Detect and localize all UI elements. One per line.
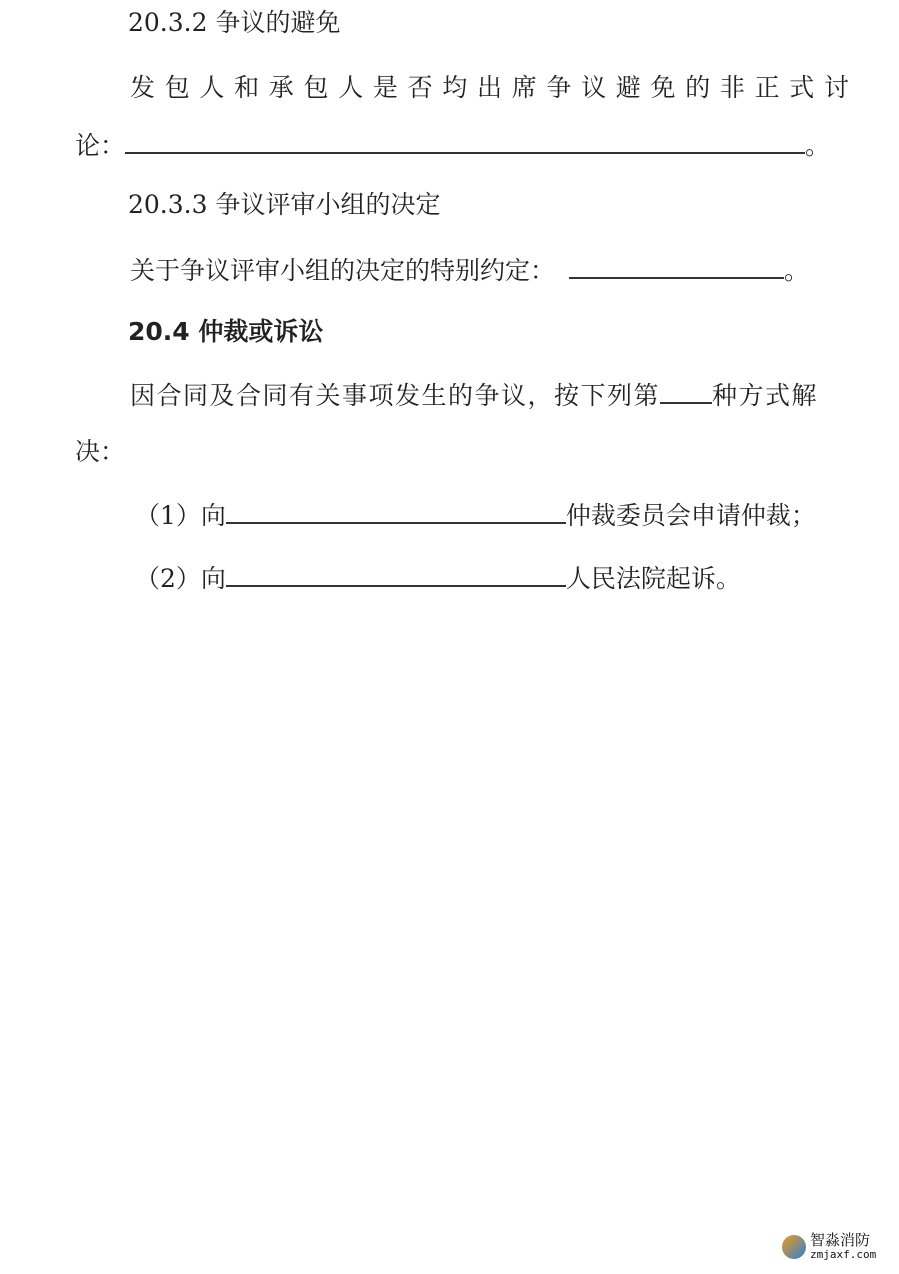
logo-icon: [782, 1235, 806, 1259]
period: 。: [805, 131, 831, 160]
label-text: 仲裁委员会申请仲裁；: [565, 501, 816, 530]
label-text: 种方式解: [712, 381, 819, 410]
paragraph-line: [130, 380, 818, 411]
paragraph-line: [130, 255, 809, 286]
label-text: 关于争议评审小组的决定的特别约定：: [130, 256, 556, 285]
paragraph-line: [75, 130, 830, 161]
paragraph-text: 决：: [75, 437, 126, 466]
section-heading-20-4: 20.4 仲裁或诉讼: [128, 317, 324, 346]
label-text: 论：: [75, 131, 126, 160]
section-heading-20-3-3: 20.3.3 争议评审小组的决定: [128, 190, 441, 219]
section-heading-20-3-2: 20.3.2 争议的避免: [128, 8, 341, 37]
paragraph-text: 发包人和承包人是否均出席争议避免的非正式讨: [130, 73, 859, 102]
option-1: [135, 500, 816, 531]
fill-blank[interactable]: [660, 380, 712, 404]
fill-blank[interactable]: [226, 563, 566, 587]
watermark-name: 智淼消防: [810, 1231, 871, 1249]
fill-blank[interactable]: [125, 130, 805, 154]
watermark-url: zmjaxf.com: [810, 1248, 877, 1261]
label-text: （1）向: [135, 501, 226, 530]
label-text: 人民法院起诉。: [565, 564, 741, 593]
fill-blank[interactable]: [226, 500, 566, 524]
fill-blank[interactable]: [569, 255, 784, 279]
watermark: [782, 1232, 876, 1261]
period: 。: [784, 256, 810, 285]
label-text: 因合同及合同有关事项发生的争议，按下列第: [130, 381, 661, 410]
option-2: [135, 563, 741, 594]
label-text: （2）向: [135, 564, 226, 593]
